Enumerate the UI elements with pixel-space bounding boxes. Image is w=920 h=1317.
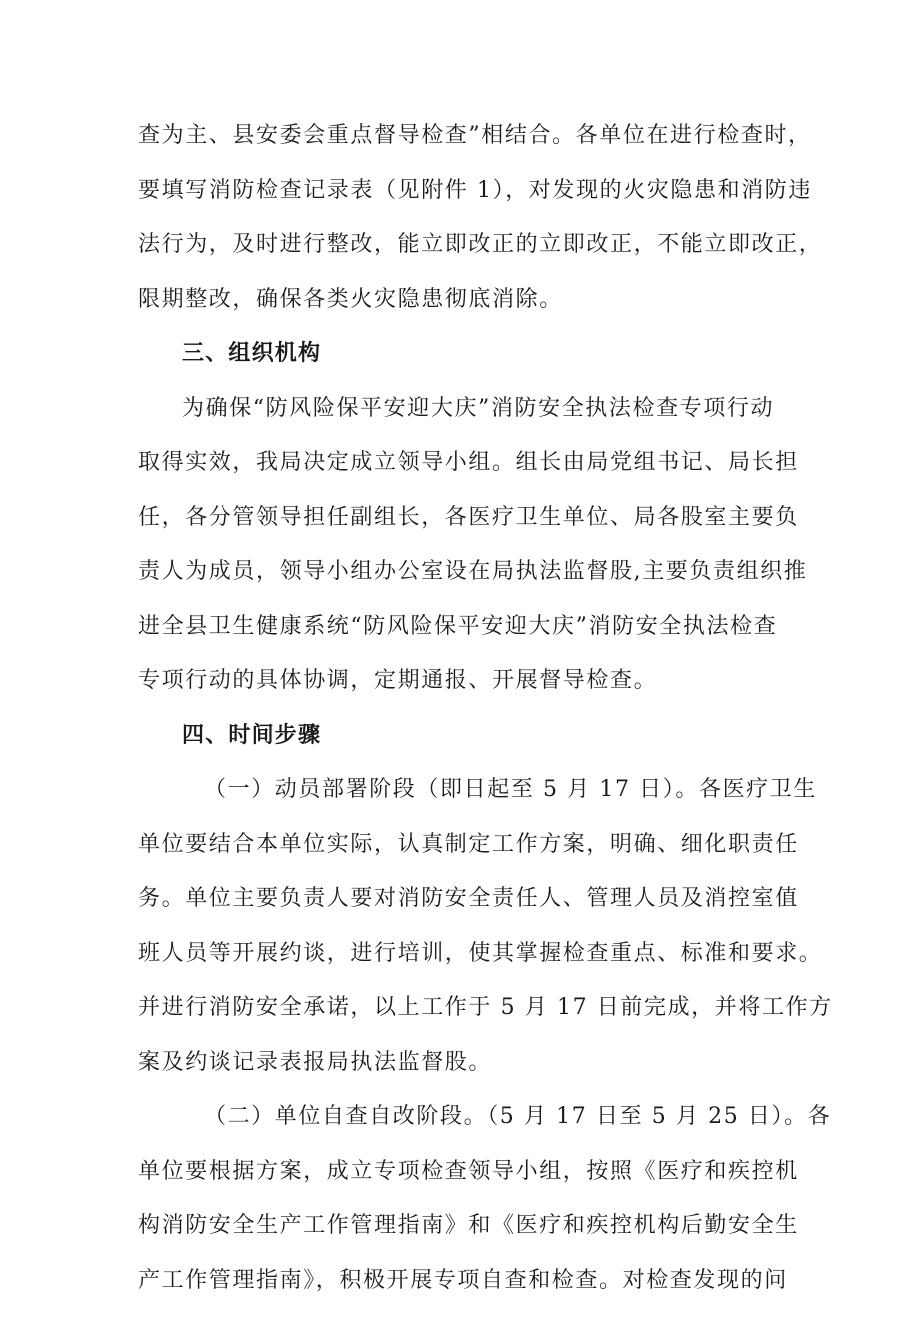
text-line: 进全县卫生健康系统“防风险保平安迎大庆”消防安全执法检查 <box>138 613 778 639</box>
text-line: 任，各分管领导担任副组长，各医疗卫生单位、局各股室主要负 <box>138 504 799 530</box>
text-line: 案及约谈记录表报局执法监督股。 <box>138 1049 493 1075</box>
section-heading-timeline: 四、时间步骤 <box>182 722 322 748</box>
text-line: （一）动员部署阶段（即日起至 5 月 17 日）。各医疗卫生 <box>204 777 817 802</box>
text-line: 单位要根据方案，成立专项检查领导小组，按照《医疗和疾控机 <box>138 1158 799 1184</box>
text-line: 为确保“防风险保平安迎大庆”消防安全执法检查专项行动 <box>182 395 775 421</box>
text-line: 产工作管理指南》，积极开展专项自查和检查。对检查发现的问 <box>138 1267 788 1293</box>
section-heading-organization: 三、组织机构 <box>182 341 322 366</box>
text-line: 取得实效，我局决定成立领导小组。组长由局党组书记、局长担 <box>138 450 799 475</box>
text-line: 单位要结合本单位实际，认真制定工作方案，明确、细化职责任 <box>138 831 799 857</box>
text-line: 务。单位主要负责人要对消防安全责任人、管理人员及消控室值 <box>138 886 799 911</box>
text-line: 限期整改，确保各类火灾隐患彻底消除。 <box>138 286 563 312</box>
text-line: 法行为，及时进行整改，能立即改正的立即改正，不能立即改正， <box>138 232 823 257</box>
text-line: 并进行消防安全承诺，以上工作于 5 月 17 日前完成，并将工作方 <box>138 995 833 1020</box>
text-line: 查为主、县安委会重点督导检查”相结合。各单位在进行检查时， <box>138 123 812 148</box>
text-line: 专项行动的具体协调，定期通报、开展督导检查。 <box>138 668 658 693</box>
text-line: 责人为成员，领导小组办公室设在局执法监督股,主要负责组织推 <box>138 559 808 584</box>
text-line: 要填写消防检查记录表（见附件 1），对发现的火灾隐患和消防违 <box>138 177 812 203</box>
document-page <box>138 118 833 1317</box>
text-line: （二）单位自查自改阶段。（5 月 17 日至 5 月 25 日）。各 <box>204 1104 832 1129</box>
text-line: 构消防安全生产工作管理指南》和《医疗和疾控机构后勤安全生 <box>138 1213 799 1238</box>
text-line: 班人员等开展约谈，进行培训，使其掌握检查重点、标准和要求。 <box>138 940 823 966</box>
